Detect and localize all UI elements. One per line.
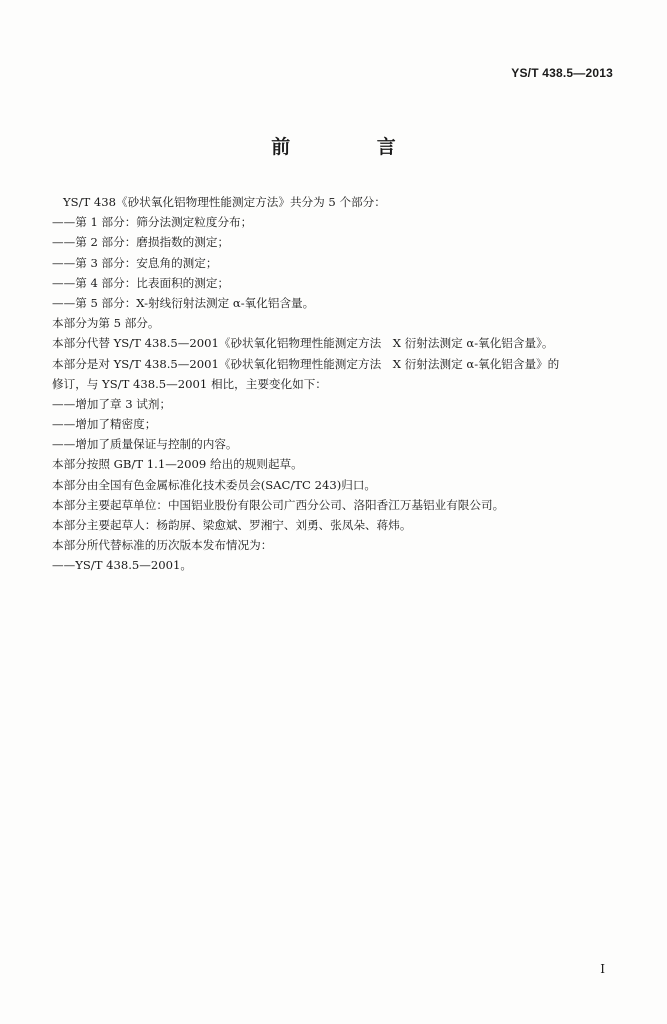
paragraph-line: ——第 4 部分：比表面积的测定； <box>52 275 230 290</box>
paragraph-line: YS/T 438《砂状氧化铝物理性能测定方法》共分为 5 个部分： <box>63 195 386 209</box>
paragraph-line: ——YS/T 438.5—2001。 <box>52 558 192 573</box>
paragraph-line: ——增加了章 3 试剂； <box>52 396 172 411</box>
paragraph-line: 本部分所代替标准的历次版本发布情况为： <box>52 538 273 553</box>
paragraph-line: 本部分主要起草人：杨韵屏、梁愈斌、罗湘宁、刘勇、张凤朵、蒋炜。 <box>52 518 412 532</box>
paragraph-line: 修订，与 YS/T 438.5—2001 相比，主要变化如下： <box>52 376 327 391</box>
paragraph-line: ——增加了精密度； <box>52 417 157 432</box>
paragraph-line: ——增加了质量保证与控制的内容。 <box>52 437 238 452</box>
paragraph-line: ——第 2 部分：磨损指数的测定； <box>52 235 230 250</box>
paragraph-line: 本部分按照 GB/T 1.1—2009 给出的规则起草。 <box>52 457 303 472</box>
paragraph-line: 本部分代替 YS/T 438.5—2001《砂状氧化铝物理性能测定方法 X 衍射法测定 α-氧化铝含量》。 <box>52 336 554 351</box>
paragraph-line: ——第 5 部分：X-射线衍射法测定 α-氧化铝含量。 <box>52 295 315 310</box>
foreword-body <box>52 192 622 576</box>
paragraph-line: ——第 3 部分：安息角的测定； <box>52 255 218 270</box>
paragraph-line: ——第 1 部分：筛分法测定粒度分布； <box>52 215 253 230</box>
page-title: 前 言 <box>271 136 436 158</box>
paragraph-line: 本部分是对 YS/T 438.5—2001《砂状氧化铝物理性能测定方法 X 衍射法测定 α-氧化铝含量》的 <box>52 356 560 371</box>
paragraph-line: 本部分主要起草单位：中国铝业股份有限公司广西分公司、洛阳香江万基铝业有限公司。 <box>52 497 505 512</box>
page-number: I <box>600 962 605 976</box>
standard-code: YS/T 438.5—2013 <box>511 66 613 80</box>
paragraph-line: 本部分由全国有色金属标准化技术委员会(SAC/TC 243)归口。 <box>52 477 377 492</box>
paragraph-line: 本部分为第 5 部分。 <box>52 316 160 331</box>
